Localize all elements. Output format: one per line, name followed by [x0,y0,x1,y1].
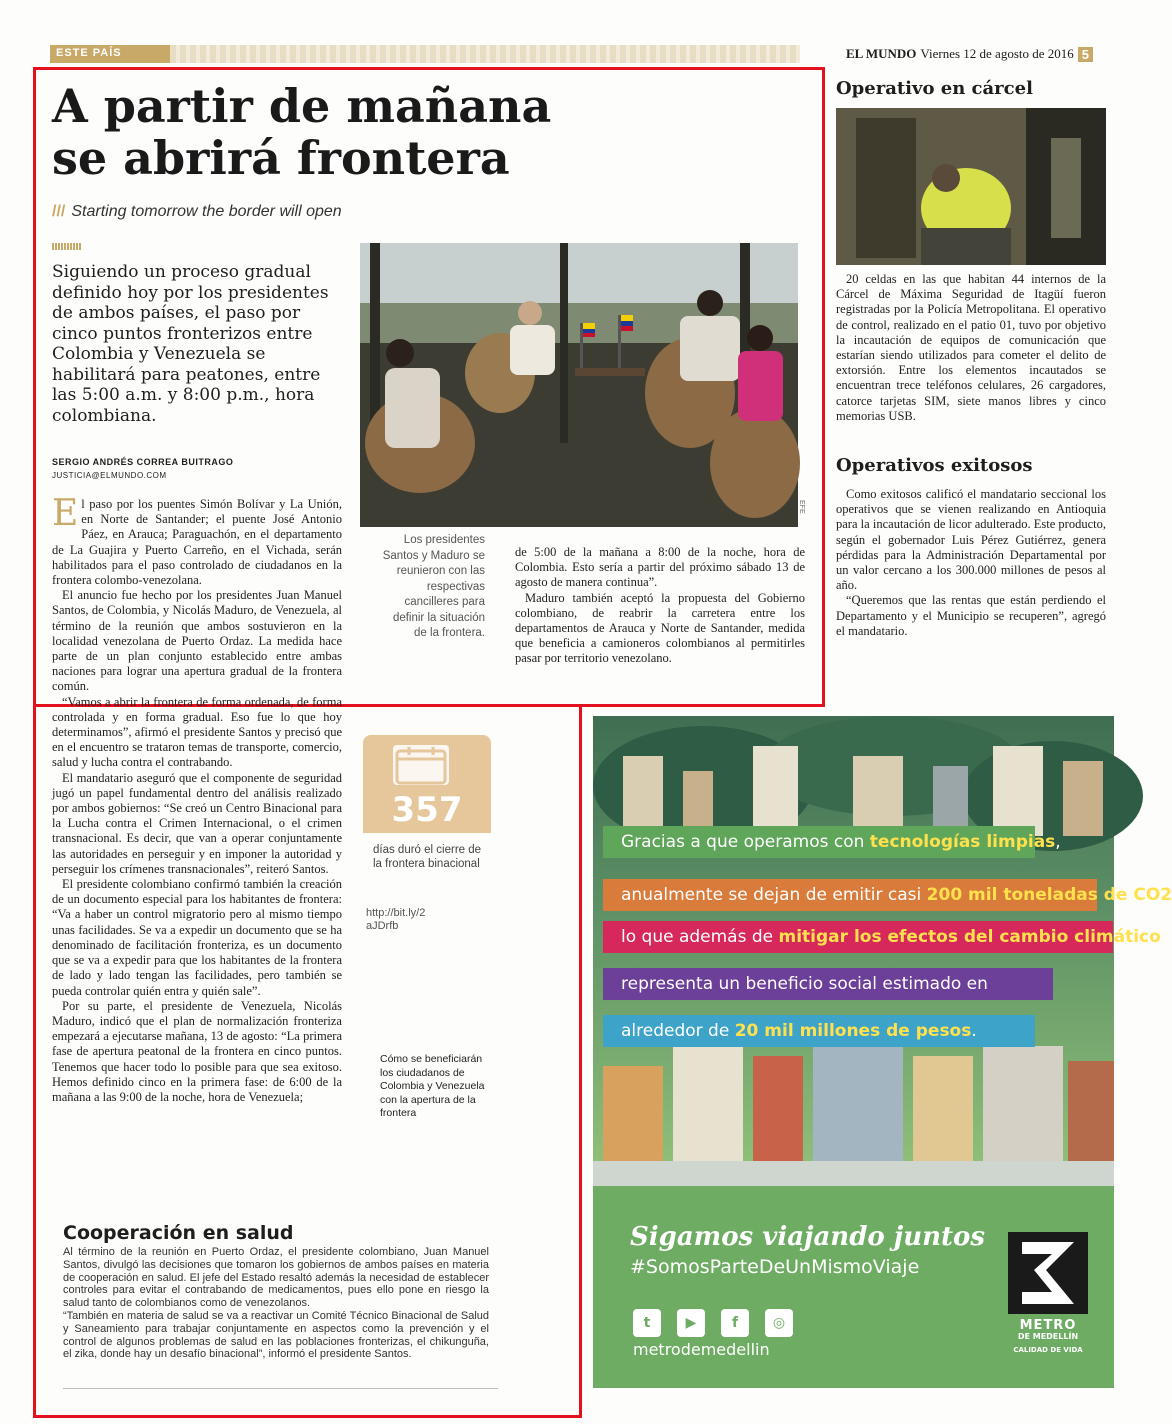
masthead [846,46,1093,62]
article-body-col2 [515,545,805,667]
newspaper-name: EL MUNDO [845,46,917,61]
subtitle-marks: /// [52,203,66,220]
sidebar-body-operations [836,487,1106,639]
section-tag: ESTE PAÍS [50,45,170,63]
subtitle-text: Starting tomorrow the border will open [71,203,342,220]
ad-band-text: . [971,1021,977,1041]
prison-operation-photo [836,108,1106,265]
ad-band-text: representa un beneficio social estimado en [621,974,988,994]
body-paragraph: El presidente colombiano confirmó también la creación de un documento especial para los habitantes de frontera: “Va a haber un control migratorio pero al mismo tiempo unas facilidades. Se va a expedir un documento que se ha denominado de facilitación fronteriza, es un documento que se va a expedir para que los habitantes de la frontera de lado y lado tengan las facilidades, pero también se pueda controlar quién entra y quién sale”. [52,877,342,998]
photo-caption: Los presidentes Santos y Maduro se reunieron con las respectivas cancilleres para definir la situación de la frontera. [382,534,485,639]
body-paragraph: Por su parte, el presidente de Venezuela, Nicolás Maduro, indicó que el plan de normalización fronteriza empezará a ejecutarse mañana, 13 de agosto: “La primera fase de apertura peatonal de la frontera en cinco puntos. Tenemos que hacer todo lo posible para que sea exitoso. Hemos definido cinco en la primera fase: de 6:00 de la mañana a las 9:00 de la noche, hora de Venezuela; [52,998,342,1104]
sidebar-paragraph: 20 celdas en las que habitan 44 internos de la Cárcel de Máxima Seguridad de Itagüí fueron registradas por la Policía Metropolitana. El operativo de control, realizado en el patio 01, tuvo por objetivo la incautación de equipos de comunicación que estarían siendo utilizados para cometer el delito de extorsión. Entre los elementos incautados se encuentran trece teléfonos celulares, 26 cargadores, catorce tarjetas SIM, siete manos libres y cinco memorias USB. [836,272,1106,423]
article-link-text[interactable]: http://bit.ly/2aJDrfb [366,907,426,932]
author-name: SERGIO ANDRÉS CORREA BUITRAGO [52,457,234,467]
ad-band-highlight: 20 mil millones de pesos [734,1021,972,1041]
english-subtitle [52,203,342,221]
body-paragraph: El mandatario aseguró que el componente de seguridad jugó un papel fundamental dentro del análisis realizado por ambos gobiernos: “Se creó un Centro Binacional para la Lucha contra el Crimen Internacional, o el crimen transnacional. Es decir, que van a operar conjuntamente las autoridades en perseguir y en imponer la autoridad y perseguir los crímenes transnacionales”, reiteró Santos. [52,770,342,876]
headline-line-2: se abrirá frontera [52,131,510,185]
instagram-icon[interactable]: ◎ [765,1309,793,1337]
ad-band-3 [603,921,1167,953]
ad-band-highlight: tecnologías limpias [869,832,1056,852]
sidebar-body-prison [836,272,1106,424]
headline-line-1: A partir de mañana [52,79,552,133]
body-paragraph: El anuncio fue hecho por los presidentes Juan Manuel Santos, de Colombia, y Nicolás Maduro, de Venezuela, al término de la reunión que ambos sostuvieron en la localidad venezolana de Puerto Ordaz. La medida hace parte de un plan conjunto establecido entre ambas naciones para lograr una apertura gradual de la frontera común. [52,588,342,694]
ad-band-highlight: mitigar los efectos del cambio climático [778,927,1161,947]
article-link[interactable] [366,907,426,933]
photo-credit: EFE [798,500,805,514]
page-number: 5 [1078,47,1093,62]
article-body-col1 [52,493,342,1105]
body-quote-paragraph: “Vamos a abrir la frontera de forma ordenada, de forma controlada y en forma gradual. Eso fue lo que hoy determinamos”, afirmó el presidente Santos y precisó que en el encuentro se trataron temas de transporte, comercio, salud y lucha contra el contrabando. [52,694,342,770]
stat-description: días duró el cierre de la frontera binacional [373,844,482,870]
metro-brand-sub: DE MEDELLÍN [1017,1332,1079,1341]
cooperation-body [63,1246,489,1361]
presidents-meeting-photo [360,243,798,527]
youtube-icon[interactable]: ▶ [677,1309,705,1337]
drop-cap: E [52,493,79,534]
sidebar-paragraph: Como exitosos calificó el mandatario seccional los operativos que se vienen realizando en Antioquia para la incautación de licor adulterado. Este producto, según el gobernador Luis Pérez Gutiérrez, genera pérdidas para la Administración Departamental por un valor cercano a los 300.000 millones de pesos al año. [836,487,1106,593]
cooperation-paragraph: “También en materia de salud se va a reactivar un Comité Técnico Binacional de Salud y Saneamiento para trabajar conjuntamente en aspectos como la prevención y el control de algunos problemas de salud en las poblaciones fronterizas, el chikunguña, el zika, donde hay un desafío binacional”, informó el presidente Santos. [63,1309,489,1361]
side-note: Cómo se beneficiarán los ciudadanos de Colombia y Venezuela con la apertura de la frontera [380,1053,485,1119]
twitter-icon[interactable]: t [633,1309,661,1337]
body-paragraph: de 5:00 de la mañana a 8:00 de la noche, hora de Colombia. Esto sería a partir del próximo sábado 13 de agosto de manera continua”. [515,545,805,590]
ad-band-text: anualmente se dejan de emitir casi [621,885,927,905]
cooperation-underline [63,1388,498,1389]
body-paragraph: l paso por los puentes Simón Bolívar y La Unión, en Norte de Santander; el puente José Antonio Páez, en Arauca; Paraguachón, en el departamento de La Guajira y Puerto Carreño, en el Vichada, serán habilitados para el paso controlado de ciudadanos en la frontera colombo-venezolana. [52,497,342,588]
ad-band-text: lo que además de [621,927,779,947]
ad-band-2 [603,879,1172,911]
ad-website[interactable]: metrodemedellin [633,1340,770,1359]
body-paragraph: Maduro también aceptó la propuesta del Gobierno colombiano, de reabrir la carretera entre los departamentos de Arauca y Norte de Santander, medida que beneficia a camioneros colombianos al permitirles pasar por territorio venezolano. [515,590,805,666]
ad-slogan: Sigamos viajando juntos [630,1222,985,1252]
metro-logo-icon [1008,1232,1088,1314]
metro-brand: METRO [1019,1318,1077,1333]
ad-band-1 [603,826,1061,858]
social-icons [633,1309,793,1337]
sidebar-paragraph: “Queremos que las rentas que están perdiendo el Departamento y el Municipio se recuperen”, agregó el mandatario. [836,593,1106,638]
section-decor-bar [170,45,800,63]
ad-band-text: , [1160,927,1167,947]
cooperation-paragraph: Al término de la reunión en Puerto Ordaz, el presidente colombiano, Juan Manuel Santos, divulgó las decisiones que tomaron los gobiernos de ambos países en materia de cooperación en salud. El jefe del Estado resaltó además la necesidad de establecer controles para evitar el contrabando de medicamentos, pues ello pone en riesgo la salud tanto de colombianos como de venezolanos. [63,1246,489,1310]
cooperation-title: Cooperación en salud [63,1222,294,1244]
headline [52,80,812,184]
author-byline [52,457,233,467]
author-email: JUSTICIA@ELMUNDO.COM [52,471,167,480]
lead-marker [52,243,82,250]
ad-band-text: Gracias a que operamos con [621,832,870,852]
ad-band-4 [603,968,1053,1000]
ad-band-highlight: 200 mil toneladas de CO2 [926,885,1172,905]
sidebar-title-prison: Operativo en cárcel [836,78,1033,99]
ad-band-5 [603,1015,1035,1047]
stat-number: 357 [391,790,463,830]
calendar-icon [393,745,449,785]
ad-band-text: alrededor de [621,1021,735,1041]
sidebar-title-operations: Operativos exitosos [836,455,1033,476]
facebook-icon[interactable]: f [721,1309,749,1337]
ad-band-text: , [1055,832,1061,852]
lead-paragraph: Siguiendo un proceso gradual definido hoy por los presidentes de ambos países, el paso por cinco puntos fronterizos entre Colombia y Venezuela se habilitará para peatones, entre las 5:00 a.m. y 8:00 p.m., hora colombiana. [52,262,329,426]
issue-date: Viernes 12 de agosto de 2016 [920,46,1074,61]
metro-tagline: CALIDAD DE VIDA [1013,1346,1083,1354]
frame-step [579,704,825,707]
meeting-photo-illustration [360,243,798,527]
ad-hashtag: #SomosParteDeUnMismoViaje [630,1256,920,1278]
